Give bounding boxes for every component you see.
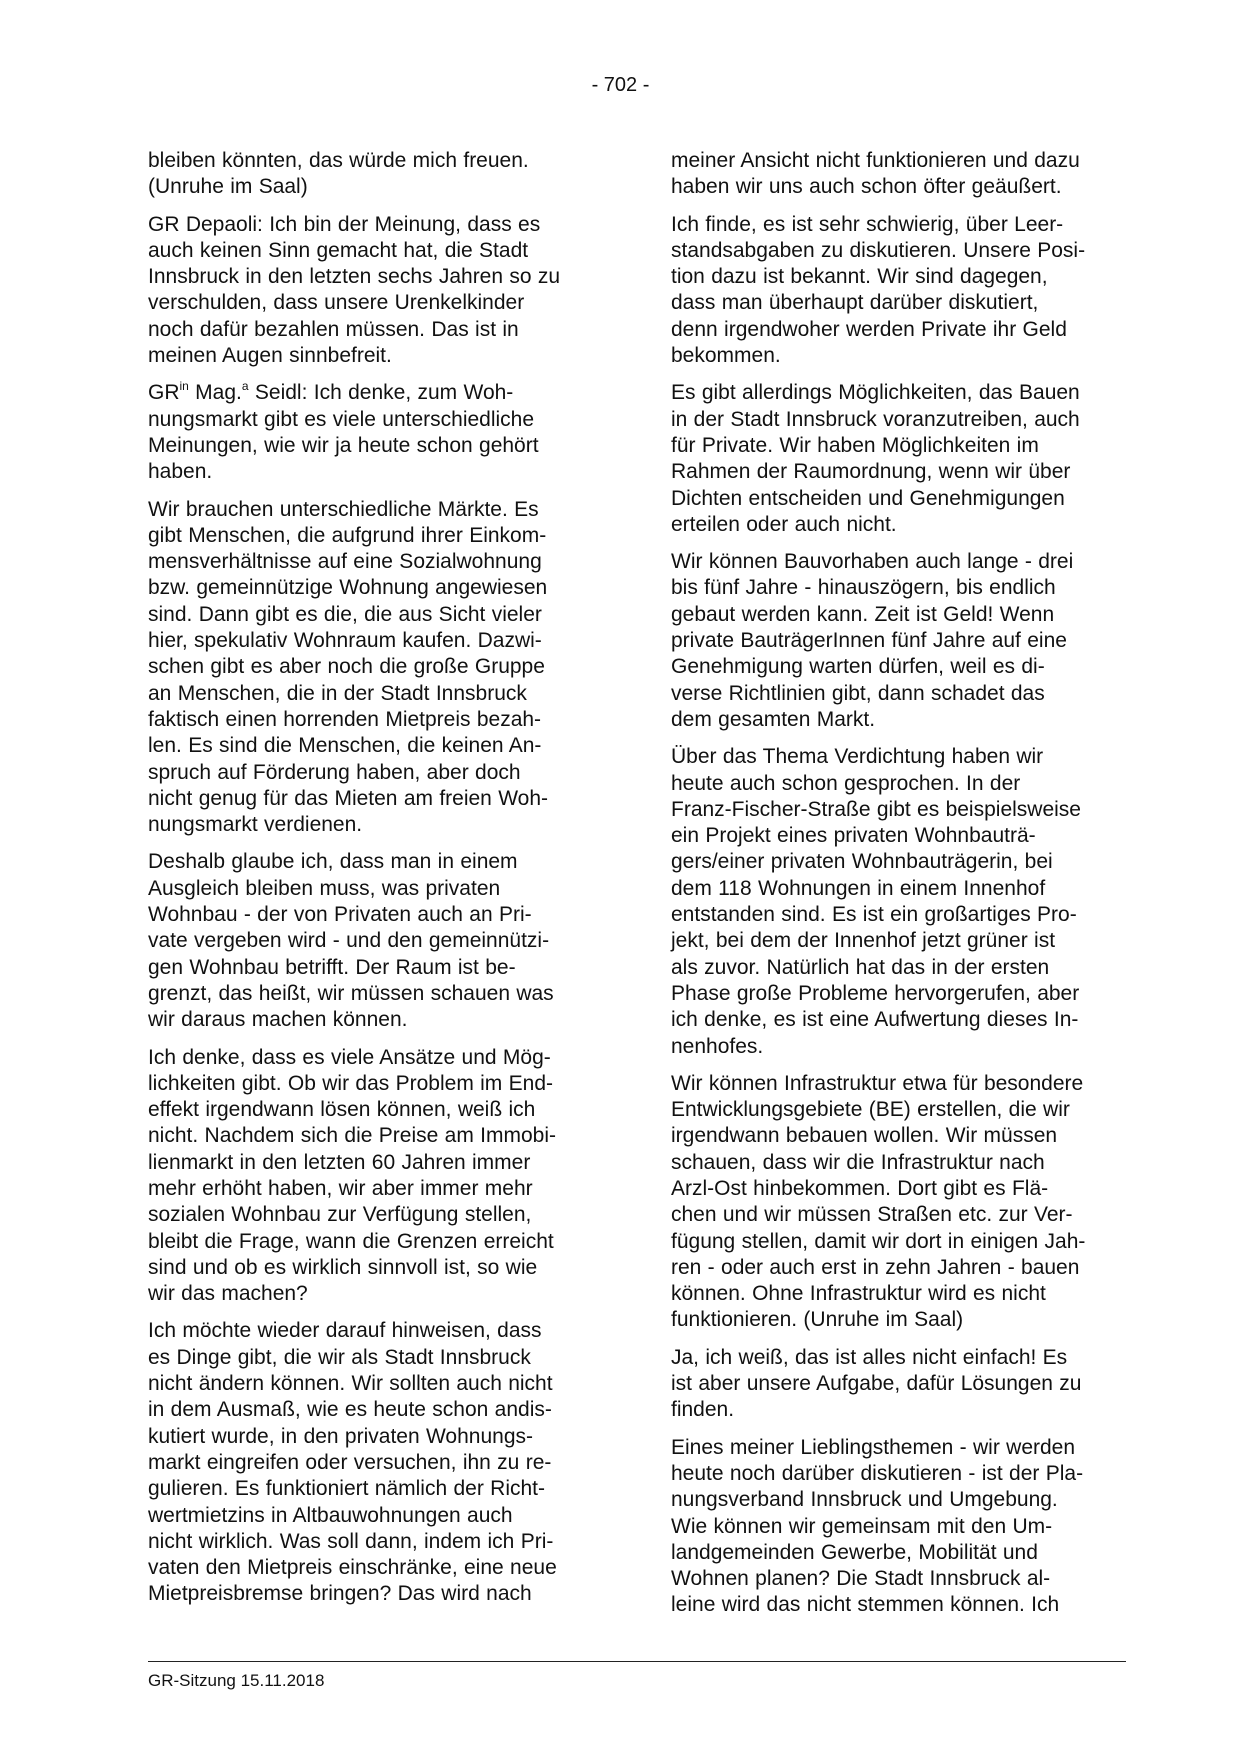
paragraph	[671, 1345, 1117, 1424]
text-line: nenhofes.	[671, 1034, 764, 1058]
text-line: nicht wirklich. Was soll dann, indem ich Pri-	[148, 1529, 554, 1553]
text-line: gibt Menschen, die aufgrund ihrer Einkom-	[148, 523, 547, 547]
text-line: sind und ob es wirklich sinnvoll ist, so wie	[148, 1255, 538, 1279]
paragraph	[671, 744, 1117, 1060]
text-line: ren - oder auch erst in zehn Jahren - bauen	[671, 1255, 1080, 1279]
footer-divider	[148, 1661, 1126, 1662]
paragraph	[671, 1071, 1117, 1334]
text-line: Ausgleich bleiben muss, was privaten	[148, 876, 501, 900]
text-line: wir das machen?	[148, 1282, 308, 1306]
text-line: sozialen Wohnbau zur Verfügung stellen,	[148, 1203, 532, 1227]
text-line: schen gibt es aber noch die große Gruppe	[148, 655, 545, 679]
text-line: Wir brauchen unterschiedliche Märkte. Es	[148, 497, 539, 521]
text-line: grenzt, das heißt, wir müssen schauen was	[148, 981, 554, 1005]
text-line: Wir können Infrastruktur etwa für besondere	[671, 1071, 1084, 1095]
text-line: als zuvor. Natürlich hat das in der ersten	[671, 955, 1050, 979]
text-line: nungsmarkt gibt es viele unterschiedliche	[148, 407, 535, 431]
text-line: Es gibt allerdings Möglichkeiten, das Bauen	[671, 381, 1080, 405]
text-line: Ich denke, dass es viele Ansätze und Mög-	[148, 1045, 551, 1069]
paragraph	[671, 549, 1117, 733]
text-line: in der Stadt Innsbruck voranzutreiben, auch	[671, 407, 1080, 431]
text-line: Arzl-Ost hinbekommen. Dort gibt es Flä-	[671, 1176, 1049, 1200]
text-line: dass man überhaupt darüber diskutiert,	[671, 291, 1039, 315]
text-line: irgendwann bebauen wollen. Wir müssen	[671, 1124, 1058, 1148]
text-line: Ich möchte wieder darauf hinweisen, dass	[148, 1319, 542, 1343]
text-line: Dichten entscheiden und Genehmigungen	[671, 486, 1065, 510]
speaker-line	[148, 380, 594, 406]
text-line: bis fünf Jahre - hinauszögern, bis endlich	[671, 576, 1056, 600]
text-line: jekt, bei dem der Innenhof jetzt grüner ist	[671, 929, 1056, 953]
paragraph	[671, 212, 1117, 370]
text-line: in dem Ausmaß, wie es heute schon andis-	[148, 1398, 552, 1422]
text-line: erteilen oder auch nicht.	[671, 512, 897, 536]
text-line: spruch auf Förderung haben, aber doch	[148, 760, 521, 784]
text-line: wertmietzins in Altbauwohnungen auch	[148, 1503, 513, 1527]
text-line: finden.	[671, 1398, 735, 1422]
text-line: Deshalb glaube ich, dass man in einem	[148, 850, 518, 874]
text-line: dem 118 Wohnungen in einem Innenhof	[671, 876, 1046, 900]
paragraph	[671, 380, 1117, 538]
text-line: nicht genug für das Mieten am freien Woh-	[148, 786, 548, 810]
text-line: lichkeiten gibt. Ob wir das Problem im End-	[148, 1071, 553, 1095]
text-line: es Dinge gibt, die wir als Stadt Innsbruck	[148, 1345, 531, 1369]
text-line: hier, spekulativ Wohnraum kaufen. Dazwi-	[148, 629, 542, 653]
speaker-degree-suffix: a	[241, 379, 249, 394]
text-line: gebaut werden kann. Zeit ist Geld! Wenn	[671, 602, 1055, 626]
text-line: Wie können wir gemeinsam mit den Um-	[671, 1514, 1053, 1538]
text-line: kutiert wurde, in den privaten Wohnungs-	[148, 1424, 533, 1448]
text-line: mensverhältnisse auf eine Sozialwohnung	[148, 550, 542, 574]
paragraph	[148, 1045, 594, 1308]
text-line: Wohnen planen? Die Stadt Innsbruck al-	[671, 1567, 1051, 1591]
text-line: Entwicklungsgebiete (BE) erstellen, die wir	[671, 1098, 1070, 1122]
text-line: meinen Augen sinnbefreit.	[148, 344, 392, 368]
speaker-title: GR	[148, 381, 180, 405]
text-line: standsabgaben zu diskutieren. Unsere Posi-	[671, 238, 1086, 262]
text-line: Wir können Bauvorhaben auch lange - drei	[671, 550, 1074, 574]
text-line: Phase große Probleme hervorgerufen, aber	[671, 981, 1080, 1005]
paragraph	[671, 1435, 1117, 1619]
text-line: gulieren. Es funktioniert nämlich der Richt-	[148, 1477, 546, 1501]
paragraph	[148, 849, 594, 1033]
text-line: chen und wir müssen Straßen etc. zur Ver-	[671, 1203, 1073, 1227]
text-line: (Unruhe im Saal)	[148, 175, 308, 199]
text-line: nicht. Nachdem sich die Preise am Immobi-	[148, 1124, 556, 1148]
text-line: Ja, ich weiß, das ist alles nicht einfach! Es	[671, 1345, 1068, 1369]
text-line: sind. Dann gibt es die, die aus Sicht vieler	[148, 602, 542, 626]
text-line: effekt irgendwann lösen können, weiß ich	[148, 1098, 536, 1122]
text-line: heute auch schon gesprochen. In der	[671, 771, 1021, 795]
text-line: ein Projekt eines privaten Wohnbauträ-	[671, 824, 1036, 848]
text-line: faktisch einen horrenden Mietpreis bezah-	[148, 707, 542, 731]
paragraph	[148, 148, 594, 201]
speaker-degree: Mag.	[188, 381, 242, 405]
text-line: mehr erhöht haben, wir aber immer mehr	[148, 1176, 533, 1200]
text-line: len. Es sind die Menschen, die keinen An-	[148, 734, 542, 758]
paragraph	[148, 212, 594, 370]
text-line: haben.	[148, 460, 213, 484]
text-line: verse Richtlinien gibt, dann schadet das	[671, 681, 1045, 705]
text-line: heute noch darüber diskutieren - ist der Pla-	[671, 1461, 1084, 1485]
text-line: vaten den Mietpreis einschränke, eine neue	[148, 1556, 557, 1580]
page-number: - 702 -	[591, 74, 650, 96]
text-line: Franz-Fischer-Straße gibt es beispielsweise	[671, 797, 1081, 821]
text-line: ich denke, es ist eine Aufwertung dieses In-	[671, 1008, 1079, 1032]
text-line: Innsbruck in den letzten sechs Jahren so zu	[148, 265, 561, 289]
text-line: ist aber unsere Aufgabe, dafür Lösungen zu	[671, 1372, 1082, 1396]
text-line: Eines meiner Lieblingsthemen - wir werden	[671, 1435, 1076, 1459]
text-line: lienmarkt in den letzten 60 Jahren immer	[148, 1150, 531, 1174]
text-line: bleibt die Frage, wann die Grenzen erreicht	[148, 1229, 554, 1253]
text-line: auch keinen Sinn gemacht hat, die Stadt	[148, 238, 529, 262]
text-line: Wohnbau - der von Privaten auch an Pri-	[148, 903, 532, 927]
text-line: leine wird das nicht stemmen können. Ich	[671, 1593, 1060, 1617]
paragraph	[671, 148, 1117, 201]
text-line: für Private. Wir haben Möglichkeiten im	[671, 433, 1039, 457]
text-line: entstanden sind. Es ist ein großartiges Pro-	[671, 903, 1077, 927]
speaker-text: Seidl: Ich denke, zum Woh-	[248, 381, 514, 405]
text-line: landgemeinden Gewerbe, Mobilität und	[671, 1540, 1038, 1564]
paragraph	[148, 380, 594, 485]
paragraph	[148, 497, 594, 839]
text-line: Über das Thema Verdichtung haben wir	[671, 745, 1044, 769]
text-line: meiner Ansicht nicht funktionieren und dazu	[671, 149, 1080, 172]
text-line: GR Depaoli: Ich bin der Meinung, dass es	[148, 212, 541, 236]
text-line: Meinungen, wie wir ja heute schon gehört	[148, 433, 539, 457]
left-column	[148, 148, 594, 1619]
text-line: Mietpreisbremse bringen? Das wird nach	[148, 1582, 532, 1606]
text-line: haben wir uns auch schon öfter geäußert.	[671, 175, 1062, 199]
text-line: private BauträgerInnen fünf Jahre auf eine	[671, 629, 1067, 653]
text-line: denn irgendwoher werden Private ihr Geld	[671, 317, 1067, 341]
text-line: gen Wohnbau betrifft. Der Raum ist be-	[148, 955, 516, 979]
text-line: schauen, dass wir die Infrastruktur nach	[671, 1150, 1045, 1174]
text-line: Rahmen der Raumordnung, wenn wir über	[671, 460, 1071, 484]
text-line: an Menschen, die in der Stadt Innsbruck	[148, 681, 527, 705]
text-line: dem gesamten Markt.	[671, 707, 876, 731]
footer-session-date: GR-Sitzung 15.11.2018	[148, 1671, 325, 1690]
text-line: bekommen.	[671, 344, 781, 368]
right-column	[671, 148, 1117, 1630]
text-line: markt eingreifen oder versuchen, ihn zu re-	[148, 1450, 552, 1474]
text-line: verschulden, dass unsere Urenkelkinder	[148, 291, 525, 315]
text-line: Genehmigung warten dürfen, weil es di-	[671, 655, 1045, 679]
text-line: nungsverband Innsbruck und Umgebung.	[671, 1488, 1058, 1512]
speaker-title-suffix: in	[179, 379, 189, 394]
text-line: nungsmarkt verdienen.	[148, 813, 363, 837]
text-line: nicht ändern können. Wir sollten auch nicht	[148, 1372, 553, 1396]
text-line: fügung stellen, damit wir dort in einigen Jah-	[671, 1229, 1086, 1253]
text-line: funktionieren. (Unruhe im Saal)	[671, 1308, 964, 1332]
text-line: vate vergeben wird - und den gemeinnützi-	[148, 929, 550, 953]
paragraph	[148, 1318, 594, 1607]
text-line: tion dazu ist bekannt. Wir sind dagegen,	[671, 265, 1048, 289]
text-line: wir daraus machen können.	[148, 1008, 408, 1032]
text-line: bzw. gemeinnützige Wohnung angewiesen	[148, 576, 548, 600]
text-line: bleiben könnten, das würde mich freuen.	[148, 149, 529, 172]
text-line: können. Ohne Infrastruktur wird es nicht	[671, 1282, 1046, 1306]
text-line: gers/einer privaten Wohnbauträgerin, bei	[671, 850, 1053, 874]
text-line: Ich finde, es ist sehr schwierig, über Leer-	[671, 212, 1064, 236]
text-line: noch dafür bezahlen müssen. Das ist in	[148, 317, 519, 341]
